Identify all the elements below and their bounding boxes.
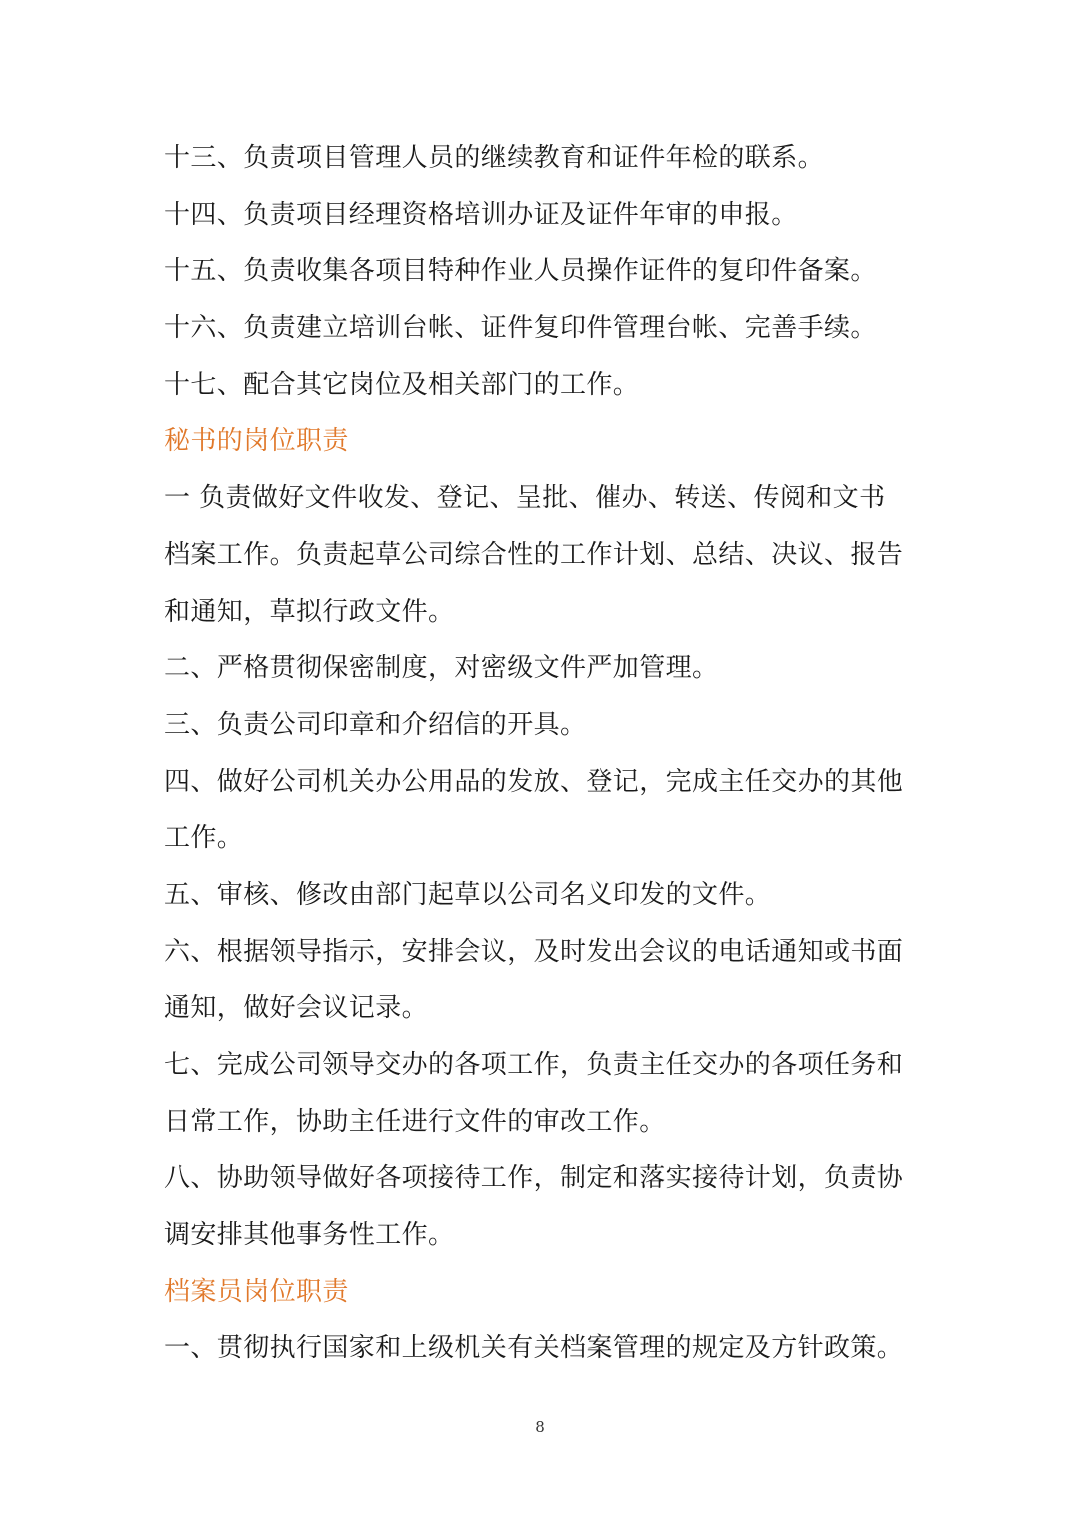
secretary-item-1-line-3: 和通知，草拟行政文件。 — [164, 596, 455, 627]
secretary-item-1-line-1: 一 负责做好文件收发、登记、呈批、催办、转送、传阅和文书 — [164, 483, 886, 514]
secretary-item-1-line-2: 档案工作。负责起草公司综合性的工作计划、总结、决议、报告 — [164, 539, 904, 570]
secretary-item-2: 二、严格贯彻保密制度，对密级文件严加管理。 — [164, 653, 719, 684]
secretary-item-4-line-1: 四、做好公司机关办公用品的发放、登记，完成主任交办的其他 — [164, 766, 904, 797]
section-heading-secretary: 秘书的岗位职责 — [164, 426, 349, 457]
section-heading-archivist: 档案员岗位职责 — [164, 1276, 349, 1307]
secretary-item-5: 五、审核、修改由部门起草以公司名义印发的文件。 — [164, 879, 772, 910]
text-line-16: 十六、负责建立培训台帐、证件复印件管理台帐、完善手续。 — [164, 313, 877, 344]
archivist-item-1: 一、贯彻执行国家和上级机关有关档案管理的规定及方针政策。 — [164, 1333, 904, 1364]
secretary-item-6-line-1: 六、根据领导指示，安排会议，及时发出会议的电话通知或书面 — [164, 936, 904, 967]
secretary-item-3: 三、负责公司印章和介绍信的开具。 — [164, 709, 587, 740]
page-number: 8 — [535, 1418, 545, 1436]
document-body — [164, 130, 924, 1377]
secretary-item-6-line-2: 通知，做好会议记录。 — [164, 993, 429, 1024]
secretary-item-8-line-2: 调安排其他事务性工作。 — [164, 1220, 455, 1251]
secretary-item-4-line-2: 工作。 — [164, 823, 244, 854]
text-line-17: 十七、配合其它岗位及相关部门的工作。 — [164, 369, 640, 400]
text-line-14: 十四、负责项目经理资格培训办证及证件年审的申报。 — [164, 199, 798, 230]
text-line-15: 十五、负责收集各项目特种作业人员操作证件的复印件备案。 — [164, 256, 877, 287]
text-line-13: 十三、负责项目管理人员的继续教育和证件年检的联系。 — [164, 143, 825, 173]
secretary-item-7-line-1: 七、完成公司领导交办的各项工作，负责主任交办的各项任务和 — [164, 1050, 904, 1080]
secretary-item-8-line-1: 八、协助领导做好各项接待工作，制定和落实接待计划，负责协 — [164, 1163, 904, 1194]
secretary-item-7-line-2: 日常工作，协助主任进行文件的审改工作。 — [164, 1106, 666, 1137]
